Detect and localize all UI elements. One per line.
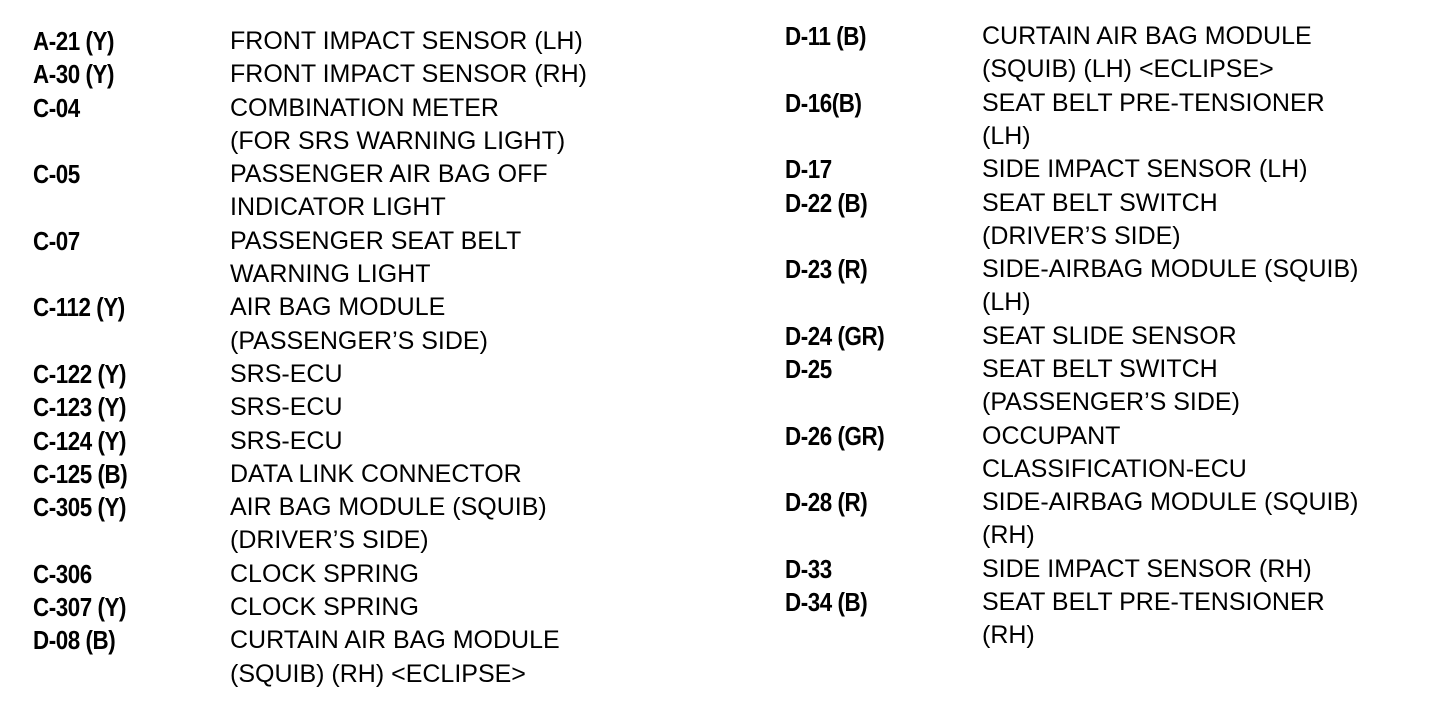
connector-code: D-26 (GR)	[785, 420, 885, 451]
description-line: SIDE-AIRBAG MODULE (SQUIB)	[982, 488, 1359, 517]
description-line: (LH)	[982, 288, 1031, 317]
connector-description	[230, 425, 343, 458]
connector-description	[230, 225, 521, 292]
connector-code: D-23 (R)	[785, 254, 868, 285]
connector-description	[982, 553, 1312, 586]
description-line: SEAT BELT SWITCH	[982, 188, 1218, 217]
connector-code: D-25	[785, 354, 832, 384]
connector-code: D-28 (R)	[785, 487, 868, 518]
connector-code: C-07	[33, 225, 80, 256]
connector-code: C-124 (Y)	[33, 425, 127, 456]
description-line: PASSENGER AIR BAG OFF	[230, 160, 548, 189]
connector-code: D-33	[785, 553, 832, 584]
description-line: CLASSIFICATION-ECU	[982, 454, 1247, 483]
connector-description	[230, 624, 560, 691]
connector-code: D-24 (GR)	[785, 320, 885, 351]
description-line: DATA LINK CONNECTOR	[230, 459, 522, 488]
description-line: (SQUIB) (LH) <ECLIPSE>	[982, 55, 1274, 84]
connector-code: A-21 (Y)	[33, 26, 115, 56]
connector-description	[230, 591, 419, 624]
connector-code: C-05	[33, 159, 80, 190]
description-line: (RH)	[982, 621, 1035, 650]
description-line: SEAT BELT PRE-TENSIONER	[982, 588, 1325, 617]
connector-code: C-305 (Y)	[33, 492, 127, 523]
description-line: COMBINATION METER	[230, 93, 499, 122]
connector-description	[982, 253, 1358, 320]
connector-description	[230, 92, 565, 159]
description-line: (DRIVER’S SIDE)	[230, 526, 429, 555]
description-line: SEAT BELT PRE-TENSIONER	[982, 88, 1325, 117]
description-line: AIR BAG MODULE	[230, 293, 446, 322]
connector-description	[982, 320, 1237, 353]
connector-code: C-112 (Y)	[33, 292, 125, 323]
connector-code: D-11 (B)	[785, 21, 867, 51]
connector-description	[982, 153, 1308, 186]
description-line: (RH)	[982, 521, 1035, 550]
description-line: OCCUPANT	[982, 421, 1121, 450]
connector-code: C-122 (Y)	[33, 359, 127, 389]
description-line: SIDE-AIRBAG MODULE (SQUIB)	[982, 255, 1359, 284]
description-line: FRONT IMPACT SENSOR (LH)	[230, 27, 583, 55]
description-line: WARNING LIGHT	[230, 260, 431, 289]
connector-description	[230, 558, 419, 591]
connector-description	[230, 358, 343, 391]
description-line: CLOCK SPRING	[230, 593, 419, 622]
connector-code: D-22 (B)	[785, 187, 868, 218]
connector-code: C-123 (Y)	[33, 392, 127, 423]
description-line: AIR BAG MODULE (SQUIB)	[230, 493, 547, 522]
connector-code: A-30 (Y)	[33, 59, 115, 90]
connector-description	[982, 187, 1218, 254]
connector-description	[230, 458, 522, 491]
description-line: CLOCK SPRING	[230, 559, 419, 588]
connector-description	[230, 491, 547, 558]
description-line: SEAT BELT SWITCH	[982, 355, 1218, 383]
description-line: (PASSENGER’S SIDE)	[230, 326, 488, 355]
connector-description	[982, 420, 1247, 487]
description-line: SRS-ECU	[230, 360, 343, 388]
description-line: FRONT IMPACT SENSOR (RH)	[230, 60, 587, 89]
connector-description	[230, 25, 583, 58]
description-line: SEAT SLIDE SENSOR	[982, 321, 1237, 350]
description-line: SIDE IMPACT SENSOR (LH)	[982, 155, 1308, 184]
description-line: (FOR SRS WARNING LIGHT)	[230, 126, 566, 155]
connector-description	[230, 291, 488, 358]
connector-code: C-04	[33, 92, 80, 123]
connector-code: D-17	[785, 154, 832, 185]
connector-description	[982, 20, 1312, 87]
connector-code: C-307 (Y)	[33, 592, 127, 623]
connector-code: D-08 (B)	[33, 625, 116, 656]
connector-code: C-306	[33, 558, 92, 589]
description-line: INDICATOR LIGHT	[230, 193, 446, 222]
description-line: (PASSENGER’S SIDE)	[982, 388, 1240, 417]
connector-description	[982, 486, 1358, 553]
description-line: SRS-ECU	[230, 393, 343, 422]
description-line: CURTAIN AIR BAG MODULE	[230, 626, 560, 655]
description-line: (LH)	[982, 121, 1031, 150]
connector-code: D-16(B)	[785, 87, 862, 118]
description-line: SRS-ECU	[230, 426, 343, 455]
description-line: PASSENGER SEAT BELT	[230, 226, 522, 255]
connector-code: D-34 (B)	[785, 587, 868, 618]
description-line: (SQUIB) (RH) <ECLIPSE>	[230, 659, 526, 688]
description-line: SIDE IMPACT SENSOR (RH)	[982, 554, 1312, 583]
connector-description	[982, 353, 1240, 420]
connector-code: C-125 (B)	[33, 458, 128, 489]
connector-description	[230, 158, 548, 225]
description-line: CURTAIN AIR BAG MODULE	[982, 22, 1312, 50]
connector-description	[230, 58, 587, 91]
connector-description	[982, 87, 1325, 154]
connector-description	[982, 586, 1325, 653]
connector-description	[230, 391, 343, 424]
description-line: (DRIVER’S SIDE)	[982, 221, 1181, 250]
